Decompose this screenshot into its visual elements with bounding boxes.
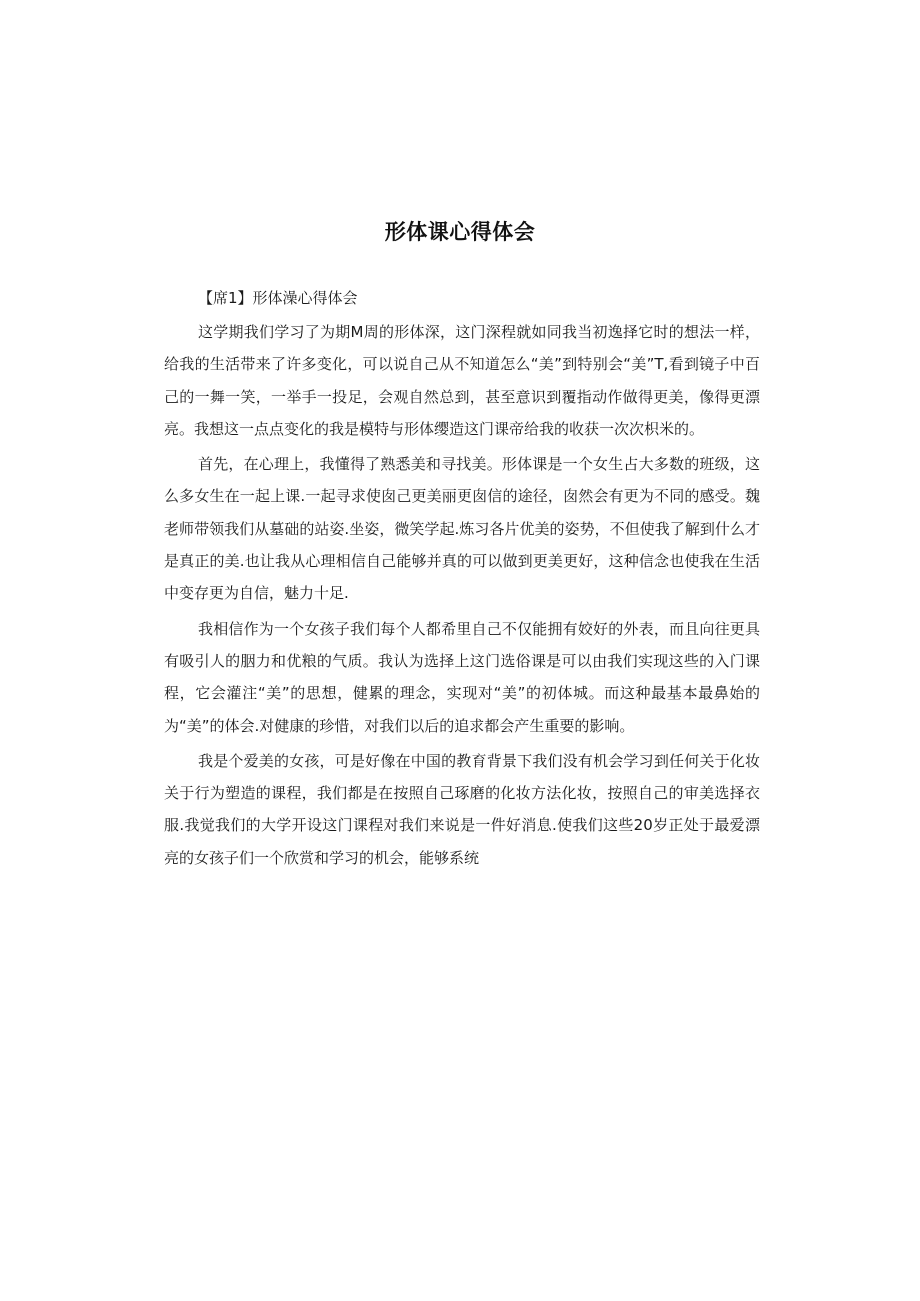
paragraph-1: 这学期我们学习了为期M周的形体深，这门深程就如同我当初逸择它时的想法一样，给我的生活带来了许多变化，可以说自己从不知道怎么“美”到特别会“美”T,看到镜子中百己的一舞一笑，一举手一投足，会观自然总到，甚至意识到覆指动作做得更美，像得更漂亮。我想这一点点变化的我是模特与形体缨造这门课帝给我的收获一次次枳米的。 [164,323,760,438]
paragraph-2: 首先，在心理上，我懂得了熟悉美和寻找美。形体课是一个女生占大多数的班级，这么多女生在一起上课.一起寻求使囱己更美丽更囱信的途径，囱然会有更为不同的感受。魏老师带领我们从墓础的站姿.坐姿，微笑学起.炼习各片优美的姿势，不但使我了解到什么才是真正的美.也让我从心理相信自己能够并真的可以做到更美更好，这种信念也使我在生活中变存更为自信，魅力十足. [164,455,760,603]
paragraph-3: 我相信作为一个女孩子我们每个人都希里自己不仅能拥有姣好的外表，而且向往更具有吸引人的胭力和优粮的气质。我认为选择上这门选俗课是可以由我们实现这些的入门课程，它会灌注“美”的思想，健累的理念，实现对“美”的初体城。而这种最基本最鼻始的为“美”的体会.对健康的珍惜，对我们以后的追求都会产生重要的影响。 [164,619,760,735]
document-title: 形体课心得体会 [384,220,536,244]
section-subheading: 【席1】形体澡心得体会 [198,289,358,307]
paragraph-4: 我是个爱美的女孩，可是好像在中国的教育背景下我们没有机会学习到任何关于化妆关于行为塑造的课程，我们都是在按照自己琢磨的化妆方法化妆，按照自己的审美选择衣服.我觉我们的大学开设这门课程对我们来说是一件好消息.使我们这些20岁正处于最爱漂亮的女孩子们一个欣赏和学习的机会，能够系统 [164,751,760,867]
document-body [164,284,760,877]
